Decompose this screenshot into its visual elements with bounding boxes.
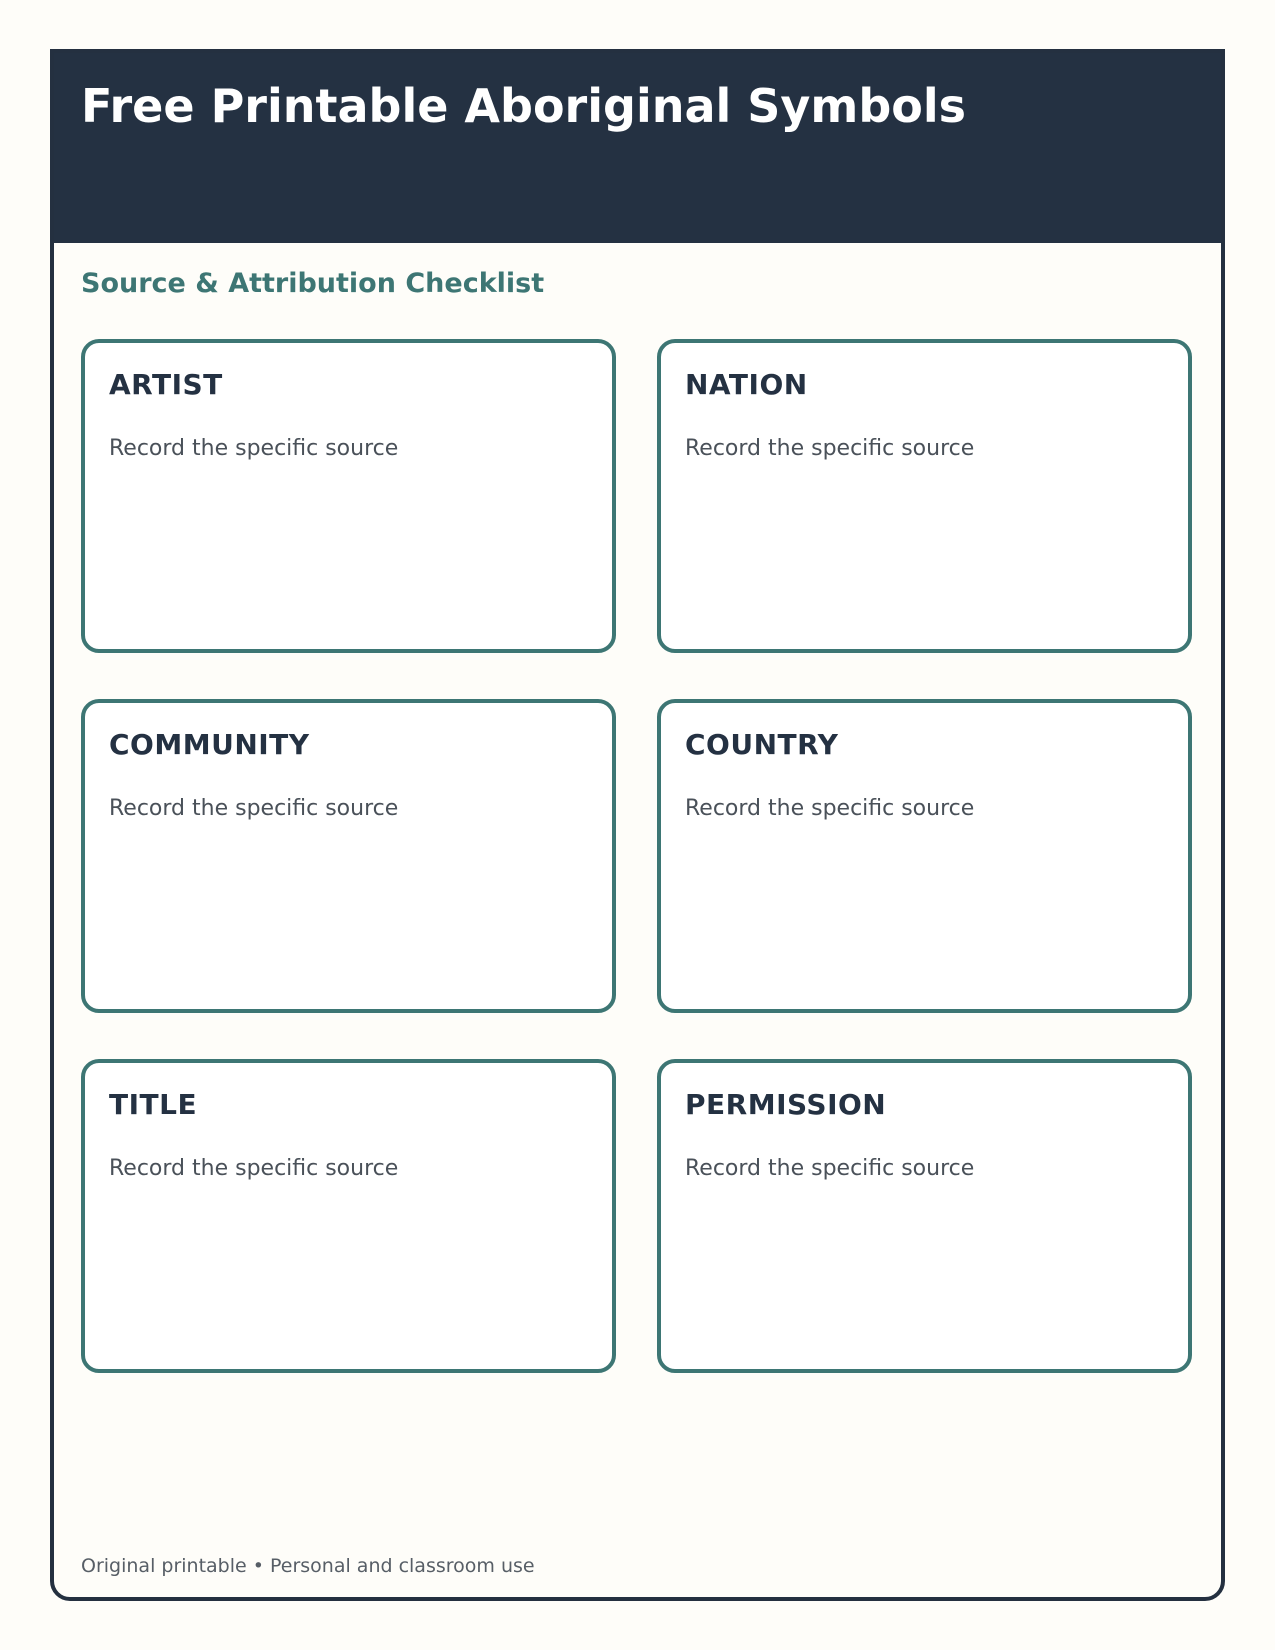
header-banner (54, 53, 1221, 243)
printable-sheet (50, 49, 1225, 1601)
card-label: COMMUNITY (109, 728, 310, 761)
card-permission[interactable] (657, 1059, 1192, 1373)
footer-note: Original printable • Personal and classroom use (81, 1555, 535, 1577)
attribution-checklist-grid (81, 339, 1192, 1373)
card-hint: Record the specific source (685, 436, 975, 461)
card-community[interactable] (81, 699, 616, 1013)
card-hint: Record the specific source (109, 796, 399, 821)
card-hint: Record the specific source (109, 436, 399, 461)
card-label: TITLE (109, 1088, 198, 1121)
card-title[interactable] (81, 1059, 616, 1373)
card-hint: Record the specific source (109, 1156, 399, 1181)
card-label: NATION (685, 368, 808, 401)
card-country[interactable] (657, 699, 1192, 1013)
card-label: ARTIST (109, 368, 223, 401)
card-label: PERMISSION (685, 1088, 887, 1121)
card-hint: Record the specific source (685, 796, 975, 821)
card-artist[interactable] (81, 339, 616, 653)
page-title: Free Printable Aboriginal Symbols (81, 79, 967, 133)
card-label: COUNTRY (685, 728, 839, 761)
section-title: Source & Attribution Checklist (81, 268, 545, 299)
card-nation[interactable] (657, 339, 1192, 653)
card-hint: Record the specific source (685, 1156, 975, 1181)
